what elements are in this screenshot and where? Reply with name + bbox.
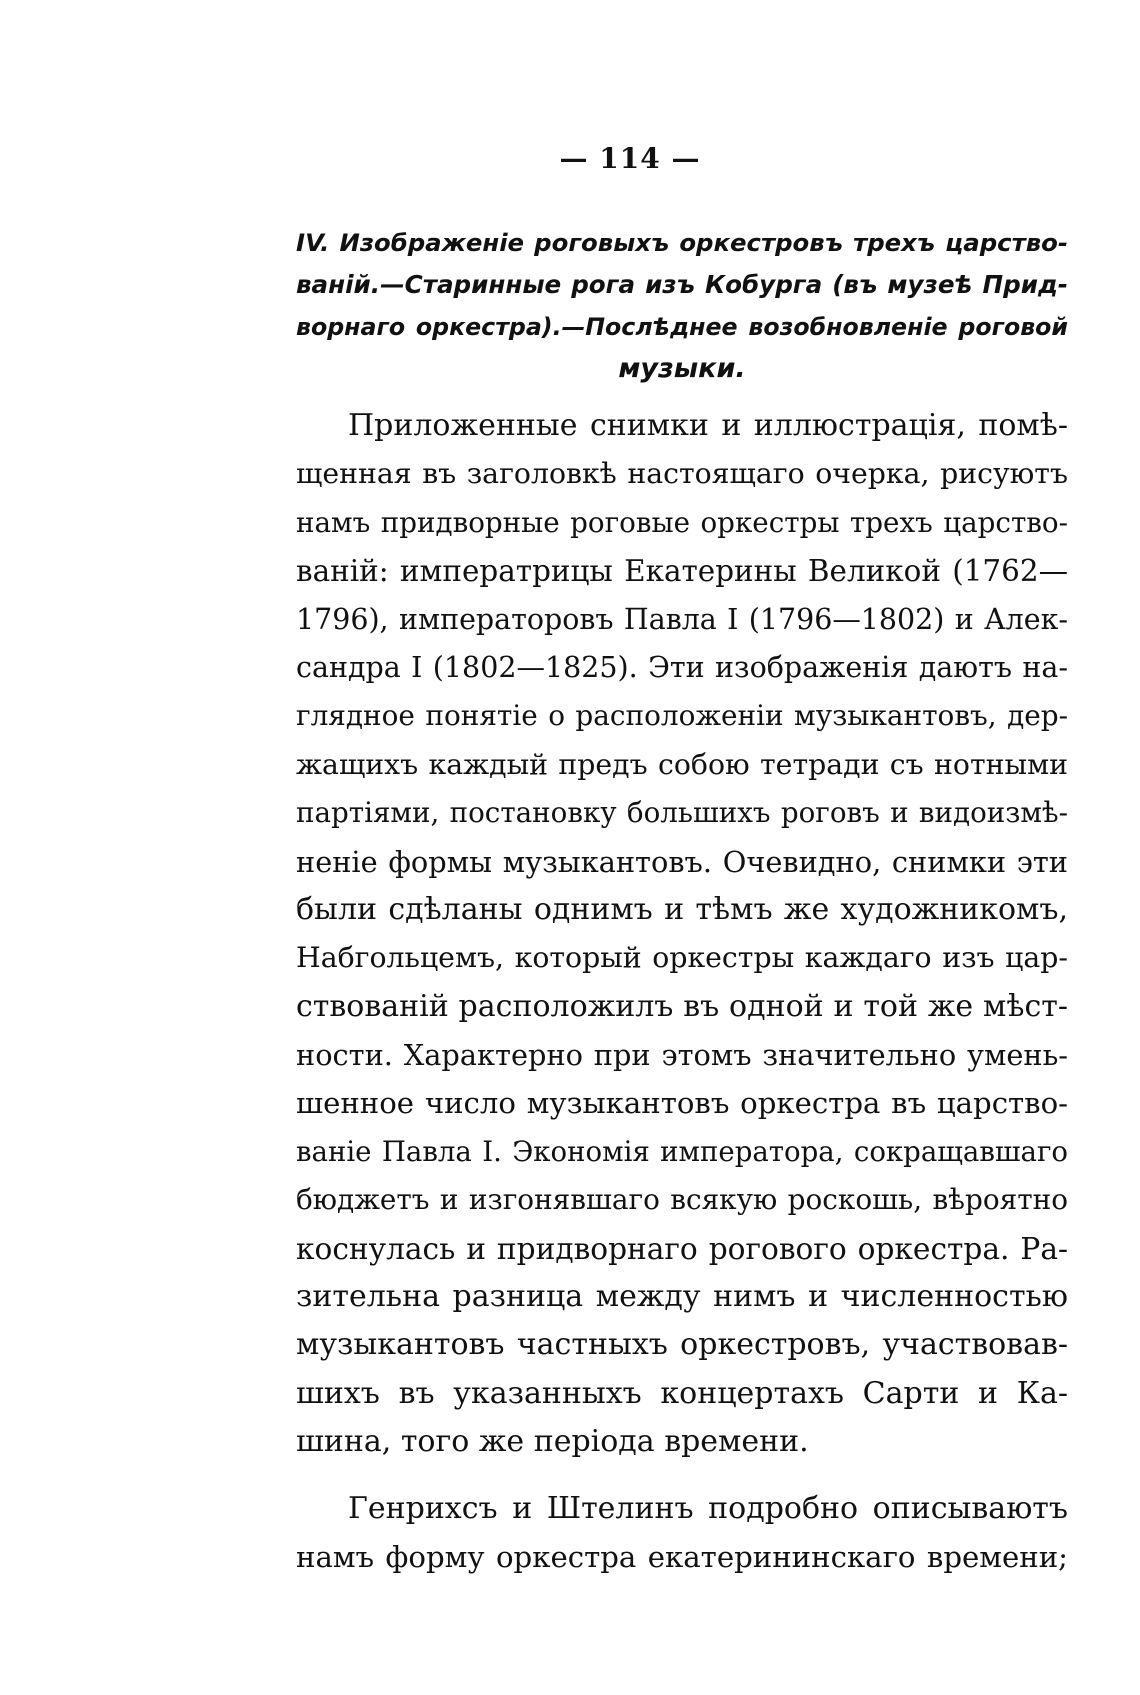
text-line: Генрихсъ и Штелинъ подробно описываютъ [348, 1490, 1068, 1526]
text-line: ваніе Павла I. Экономія императора, сокращавшаго [296, 1134, 1068, 1168]
text-line: глядное понятіе о расположеніи музыкантовъ, дер- [296, 699, 1068, 733]
body-text [296, 402, 1068, 1581]
text-line: были сдѣланы однимъ и тѣмъ же художникомъ, [296, 891, 1068, 927]
heading-line: ваній.—Старинные рога изъ Кобурга (въ музеѣ Прид- [296, 270, 1068, 299]
text-line: зительна разница между нимъ и численностью [296, 1279, 1068, 1315]
text-line: шина, того же періода времени. [296, 1424, 809, 1460]
text-line: 1796), императоровъ Павла I (1796—1802) и Алек- [296, 602, 1068, 636]
text-line: щенная въ заголовкѣ настоящаго очерка, рисуютъ [296, 457, 1068, 491]
paragraph-2 [296, 1485, 1068, 1582]
text-line: намъ придворные роговые оркестры трехъ царство- [296, 505, 1068, 539]
text-line: ваній: императрицы Екатерины Великой (1762— [296, 554, 1068, 589]
text-line: ности. Характерно при этомъ значительно умень- [296, 1038, 1068, 1073]
text-line: коснулась и придворнаго рогового оркестра. Ра- [296, 1231, 1068, 1266]
paragraph-gap [296, 1467, 1068, 1485]
text-line: партіями, постановку большихъ роговъ и видоизмѣ- [296, 796, 1068, 830]
text-line: жащихъ каждый предъ собою тетради съ нотными [296, 747, 1068, 781]
text-line: шенное число музыкантовъ оркестра въ царство- [296, 1086, 1068, 1121]
text-line: шихъ въ указанныхъ концертахъ Сарти и Ка- [296, 1375, 1068, 1411]
paragraph-1 [296, 402, 1068, 1467]
section-heading [296, 222, 1068, 390]
text-line: бюджетъ и изгонявшаго всякую роскошь, вѣроятно [296, 1183, 1068, 1217]
text-line: сандра I (1802—1825). Эти изображенія даютъ на- [296, 650, 1068, 684]
text-line: Набгольцемъ, который оркестры каждаго изъ цар- [296, 941, 1068, 975]
heading-line: IV. Изображеніе роговыхъ оркестровъ трехъ царство- [296, 228, 1068, 257]
heading-line: музыки. [618, 353, 746, 384]
text-line: музыкантовъ частныхъ оркестровъ, участвовав- [296, 1327, 1068, 1363]
page-number: — 114 — [559, 142, 701, 175]
text-line: неніе формы музыкантовъ. Очевидно, снимки эти [296, 844, 1068, 879]
text-line: намъ форму оркестра екатерининскаго времени; [296, 1539, 1068, 1574]
heading-line: ворнаго оркестра).—Послѣднее возобновленіе роговой [296, 313, 1068, 341]
text-line: ствованій расположилъ въ одной и той же мѣст- [296, 988, 1068, 1024]
text-line: Приложенные снимки и иллюстрація, помѣ- [348, 408, 1068, 443]
